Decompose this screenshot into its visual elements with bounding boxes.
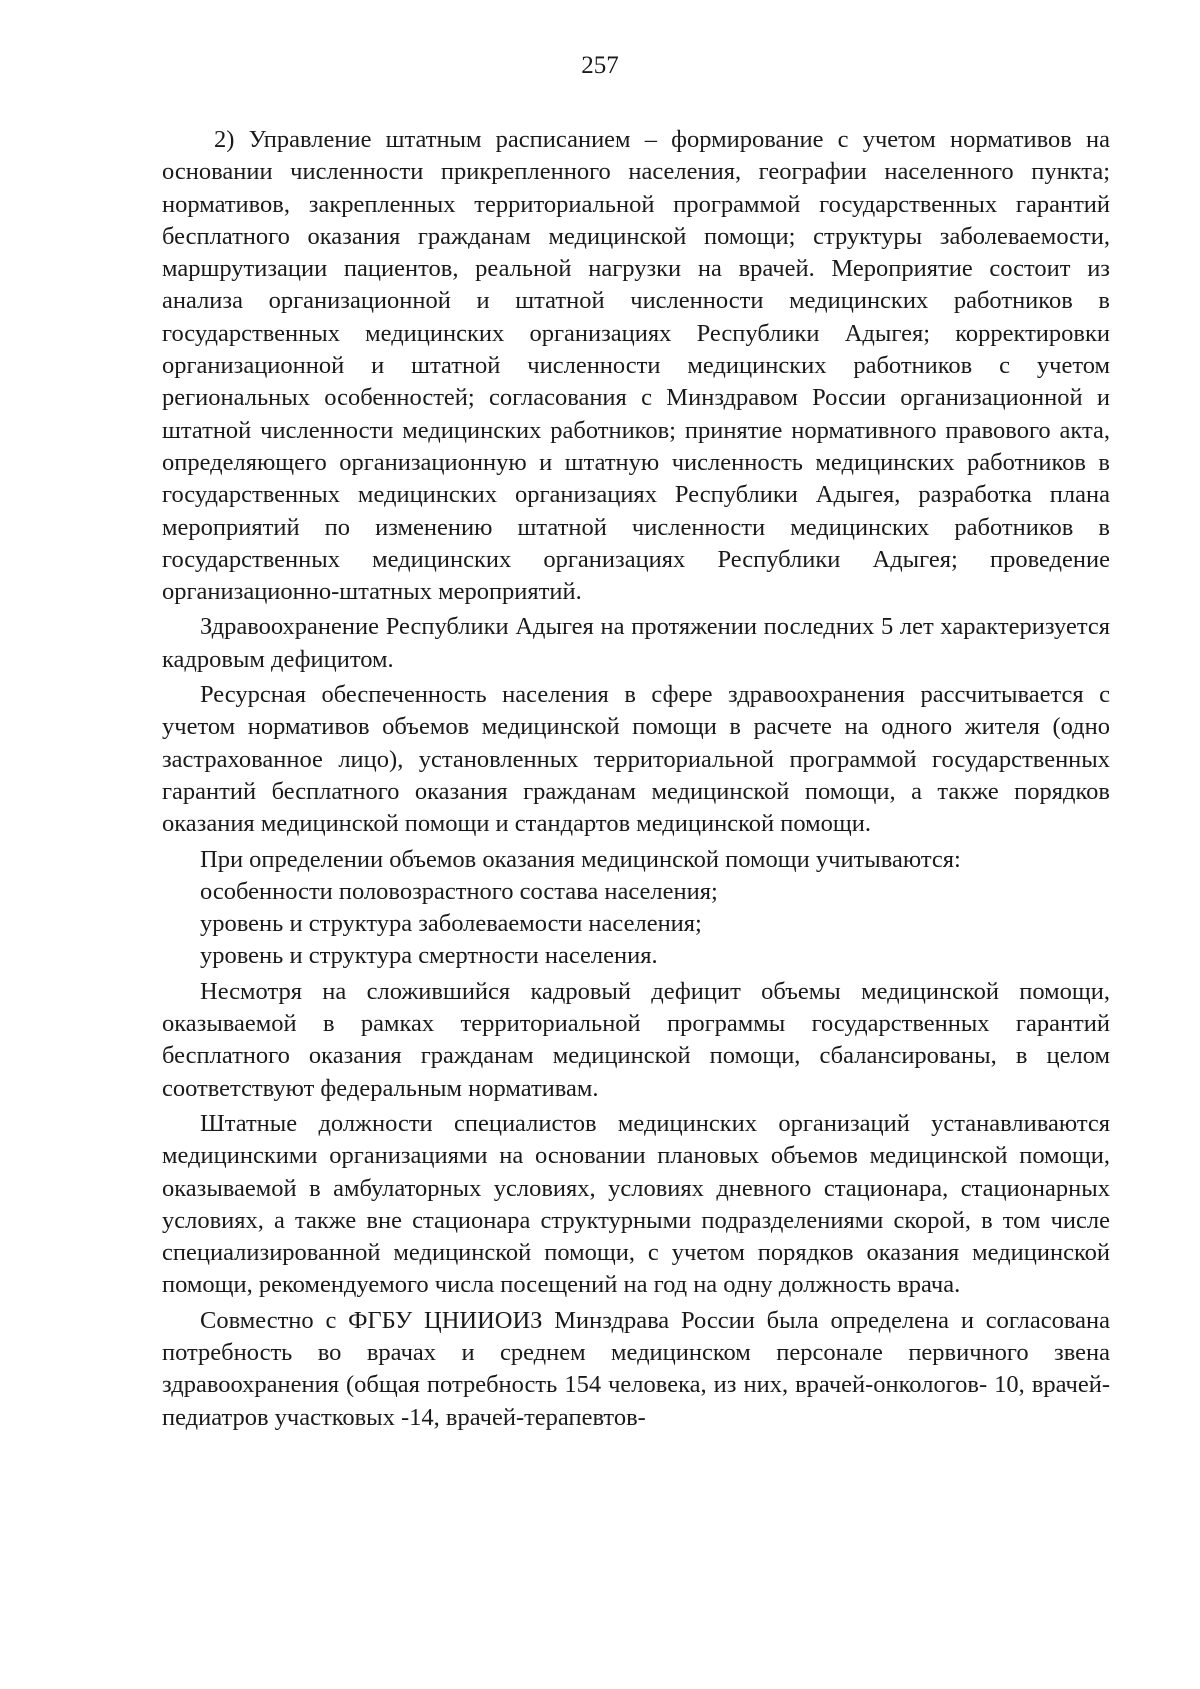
paragraph-staff-deficit: Здравоохранение Республики Адыгея на протяжении последних 5 лет характеризуется кадровым дефицитом.	[162, 613, 1110, 673]
list-item: уровень и структура заболеваемости населения;	[200, 910, 702, 938]
list-item: уровень и структура смертности населения.	[200, 942, 658, 970]
paragraph-resource-provision: Ресурсная обеспеченность населения в сфере здравоохранения рассчитывается с учетом нормативов объемов медицинской помощи в расчете на одного жителя (одно застрахованное лицо), установленных территориальной программой государственных гарантий бесплатного оказания гражданам медицинской помощи, а также порядков оказания медицинской помощи и стандартов медицинской помощи.	[162, 681, 1110, 838]
paragraph-balanced-volumes: Несмотря на сложившийся кадровый дефицит объемы медицинской помощи, оказываемой в рамках территориальной программы государственных гарантий бесплатного оказания гражданам медицинской помощи, сбалансированы, в целом соответствуют федеральным нормативам.	[162, 977, 1110, 1102]
list-item: особенности половозрастного состава населения;	[200, 877, 718, 905]
document-body	[162, 124, 1110, 1437]
page-number: 257	[581, 52, 619, 79]
paragraph-volume-factors-intro: При определении объемов оказания медицинской помощи учитываются:	[200, 845, 961, 873]
paragraph-staffing-management: 2) Управление штатным расписанием – формирование с учетом нормативов на основании численности прикрепленного населения, географии населенного пункта; нормативов, закрепленных территориальной программой государственных гарантий бесплатного оказания гражданам медицинской помощи; структуры заболеваемости, маршрутизации пациентов, реальной нагрузки на врачей. Мероприятие состоит из анализа организационной и штатной численности медицинских работников в государственных медицинских организациях Республики Адыгея; корректировки организационной и штатной численности медицинских работников с учетом региональных особенностей; согласования с Минздравом России организационной и штатной численности медицинских работников; принятие нормативного правового акта, определяющего организационную и штатную численность медицинских работников в государственных медицинских организациях Республики Адыгея, разработка плана мероприятий по изменению штатной численности медицинских работников в государственных медицинских организациях Республики Адыгея; проведение организационно-штатных мероприятий.	[162, 126, 1110, 606]
paragraph-staff-positions: Штатные должности специалистов медицинских организаций устанавливаются медицинскими организациями на основании плановых объемов медицинской помощи, оказываемой в амбулаторных условиях, условиях дневного стационара, стационарных условиях, а также вне стационара структурными подразделениями скорой, в том числе специализированной медицинской помощи, с учетом порядков оказания медицинской помощи, рекомендуемого числа посещений на год на одну должность врача.	[162, 1109, 1110, 1299]
paragraph-staff-needs: Совместно с ФГБУ ЦНИИОИЗ Минздрава России была определена и согласована потребность во врачах и среднем медицинском персонале первичного звена здравоохранения (общая потребность 154 человека, из них, врачей-онкологов- 10, врачей-педиатров участковых -14, врачей-терапевтов-	[162, 1306, 1110, 1431]
